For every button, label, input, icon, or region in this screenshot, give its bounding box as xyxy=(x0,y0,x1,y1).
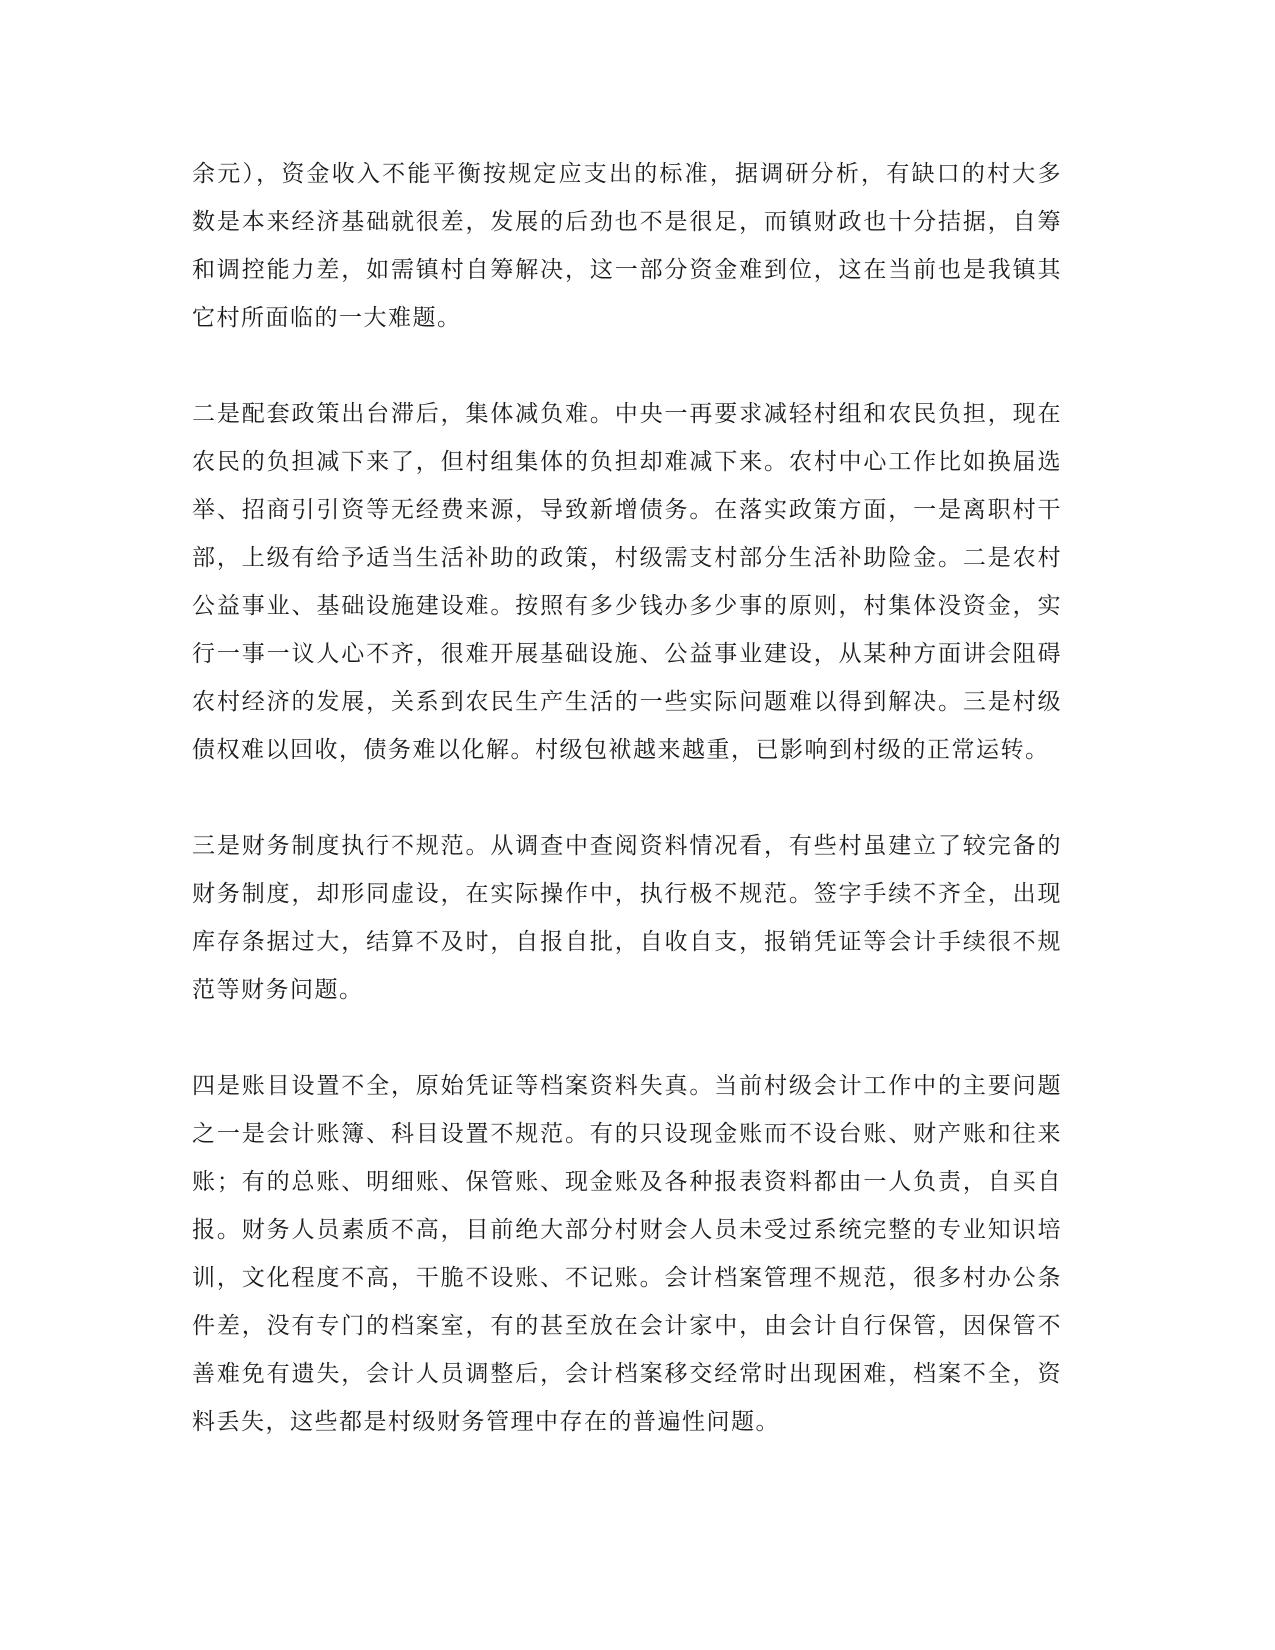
paragraph-funding-gap: 余元），资金收入不能平衡按规定应支出的标准，据调研分析，有缺口的村大多数是本来经济基础就很差，发展的后劲也不是很足，而镇财政也十分拮据，自筹和调控能力差，如需镇村自筹解决，这一部分资金难到位，这在当前也是我镇其它村所面临的一大难题。 xyxy=(192,161,1062,331)
document-body xyxy=(192,150,1062,1446)
paragraph-policy-lag: 二是配套政策出台滞后，集体减负难。中央一再要求减轻村组和农民负担，现在农民的负担减下来了，但村组集体的负担却难减下来。农村中心工作比如换届选举、招商引引资等无经费来源，导致新增债务。在落实政策方面，一是离职村干部，上级有给予适当生活补助的政策，村级需支村部分生活补助险金。二是农村公益事业、基础设施建设难。按照有多少钱办多少事的原则，村集体没资金，实行一事一议人心不齐，很难开展基础设施、公益事业建设，从某种方面讲会阻碍农村经济的发展，关系到农民生产生活的一些实际问题难以得到解决。三是村级债权难以回收，债务难以化解。村级包袱越来越重，已影响到村级的正常运转。 xyxy=(192,401,1062,763)
paragraph-accounts-records: 四是账目设置不全，原始凭证等档案资料失真。当前村级会计工作中的主要问题之一是会计账簿、科目设置不规范。有的只设现金账而不设台账、财产账和往来账；有的总账、明细账、保管账、现金账及各种报表资料都由一人负责，自买自报。财务人员素质不高，目前绝大部分村财会人员未受过系统完整的专业知识培训，文化程度不高，干脆不设账、不记账。会计档案管理不规范，很多村办公条件差，没有专门的档案室，有的甚至放在会计家中，由会计自行保管，因保管不善难免有遗失，会计人员调整后，会计档案移交经常时出现困难，档案不全，资料丢失，这些都是村级财务管理中存在的普遍性问题。 xyxy=(192,1073,1062,1435)
paragraph-finance-system: 三是财务制度执行不规范。从调查中查阅资料情况看，有些村虽建立了较完备的财务制度，却形同虚设，在实际操作中，执行极不规范。签字手续不齐全，出现库存条据过大，结算不及时，自报自批，自收自支，报销凭证等会计手续很不规范等财务问题。 xyxy=(192,833,1062,1003)
